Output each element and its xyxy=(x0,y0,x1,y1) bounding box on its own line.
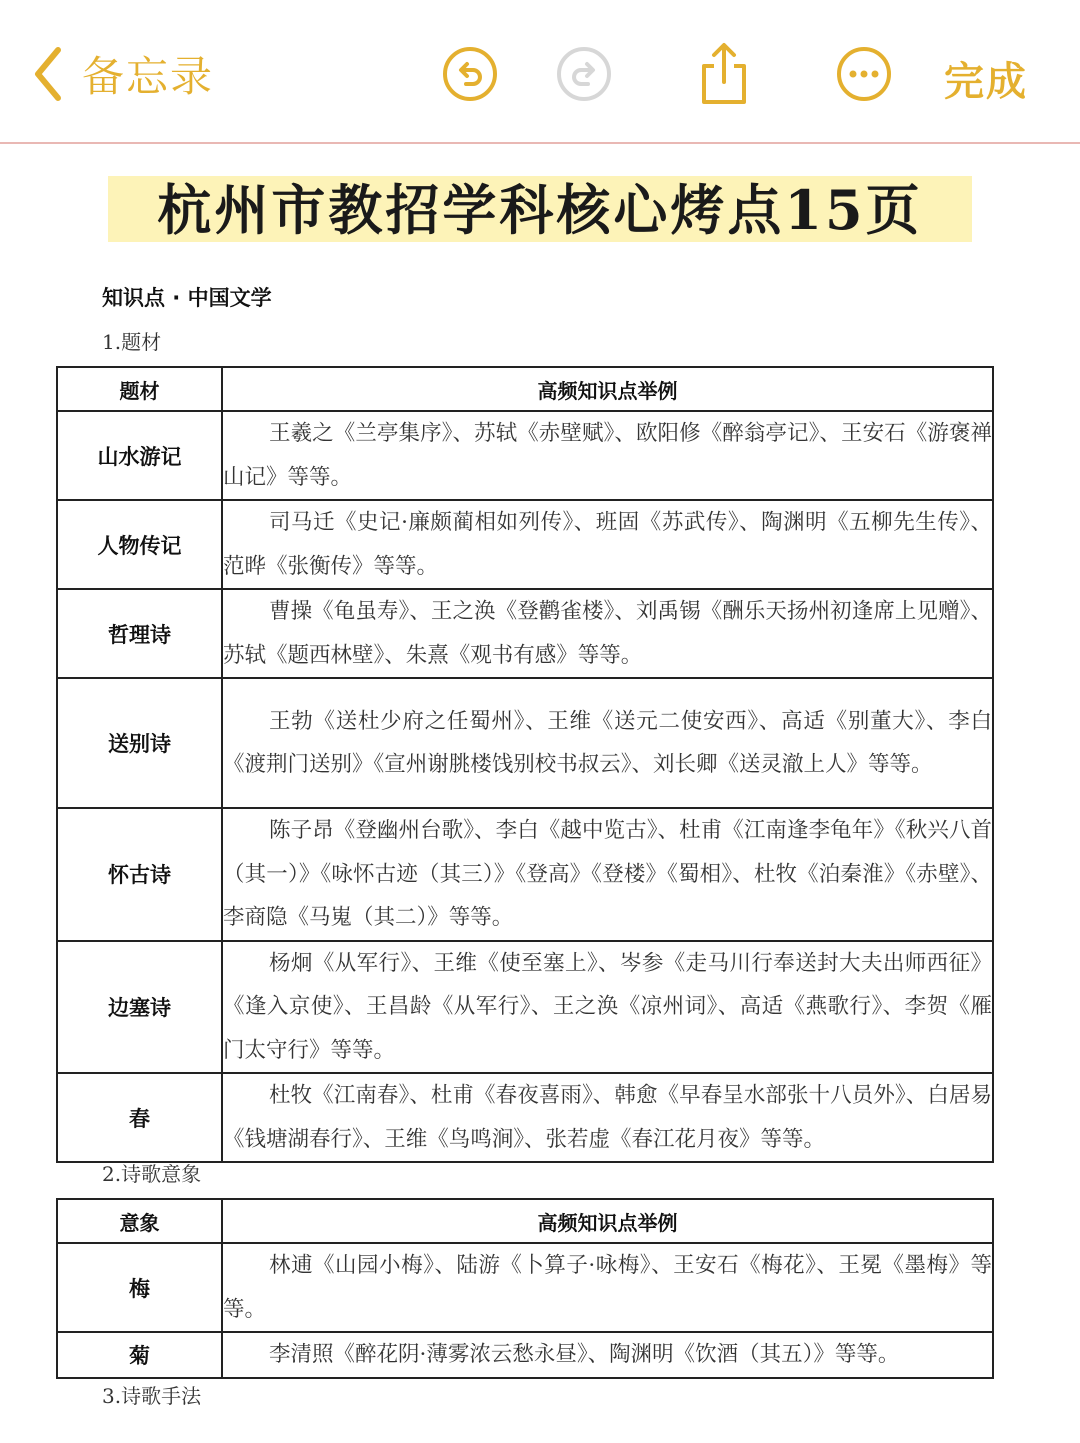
more-icon xyxy=(834,44,894,104)
examples-cell: 陈子昂《登幽州台歌》、李白《越中览古》、杜甫《江南逢李龟年》《秋兴八首（其一）》《咏怀古迹（其三）》《登高》《登楼》《蜀相》、杜牧《泊秦淮》《赤壁》、李商隐《马嵬（其二）》等等。 xyxy=(222,808,993,941)
category-cell: 梅 xyxy=(57,1243,222,1332)
table-header-row xyxy=(57,367,993,411)
table-row xyxy=(57,808,993,941)
undo-icon xyxy=(440,44,500,104)
examples-cell: 李清照《醉花阴·薄雾浓云愁永昼》、陶渊明《饮酒（其五）》等等。 xyxy=(222,1332,993,1378)
category-cell: 哲理诗 xyxy=(57,589,222,678)
examples-cell: 杜牧《江南春》、杜甫《春夜喜雨》、韩愈《早春呈水部张十八员外》、白居易《钱塘湖春行》、王维《鸟鸣涧》、张若虚《春江花月夜》等等。 xyxy=(222,1073,993,1162)
category-cell: 山水游记 xyxy=(57,411,222,500)
category-cell: 菊 xyxy=(57,1332,222,1378)
theme-table xyxy=(56,366,994,1163)
done-button[interactable]: 完成 xyxy=(944,59,1028,105)
category-cell: 边塞诗 xyxy=(57,941,222,1074)
examples-cell: 曹操《龟虽寿》、王之涣《登鹳雀楼》、刘禹锡《酬乐天扬州初逢席上见赠》、苏轼《题西林壁》、朱熹《观书有感》等等。 xyxy=(222,589,993,678)
examples-cell: 王勃《送杜少府之任蜀州》、王维《送元二使安西》、高适《别董大》、李白《渡荆门送别》《宣州谢朓楼饯别校书叔云》、刘长卿《送灵澈上人》等等。 xyxy=(222,678,993,808)
notes-toolbar xyxy=(0,0,1080,142)
table-row xyxy=(57,589,993,678)
table-row xyxy=(57,1243,993,1332)
redo-button[interactable] xyxy=(554,44,614,104)
examples-cell: 王羲之《兰亭集序》、苏轼《赤壁赋》、欧阳修《醉翁亭记》、王安石《游褒禅山记》等等。 xyxy=(222,411,993,500)
chevron-left-icon xyxy=(30,42,66,106)
subsection-title: 1.题材 xyxy=(102,330,162,354)
category-cell: 怀古诗 xyxy=(57,808,222,941)
column-header: 题材 xyxy=(57,367,222,411)
column-header: 意象 xyxy=(57,1199,222,1243)
table-header-row xyxy=(57,1199,993,1243)
examples-cell: 司马迁《史记·廉颇蔺相如列传》、班固《苏武传》、陶渊明《五柳先生传》、范晔《张衡传》等等。 xyxy=(222,500,993,589)
back-button[interactable] xyxy=(30,42,214,106)
column-header: 高频知识点举例 xyxy=(222,367,993,411)
table-row xyxy=(57,941,993,1074)
table-row xyxy=(57,1073,993,1162)
imagery-table xyxy=(56,1198,994,1379)
subsection-title: 2.诗歌意象 xyxy=(102,1162,202,1186)
column-header: 高频知识点举例 xyxy=(222,1199,993,1243)
table-row xyxy=(57,500,993,589)
category-cell: 春 xyxy=(57,1073,222,1162)
undo-button[interactable] xyxy=(440,44,500,104)
toolbar-divider xyxy=(0,142,1080,144)
back-label: 备忘录 xyxy=(82,52,215,101)
note-title: 杭州市教招学科核心烤点15页 xyxy=(157,178,923,242)
share-icon xyxy=(694,40,754,106)
category-cell: 送别诗 xyxy=(57,678,222,808)
section-title: 知识点 · 中国文学 xyxy=(102,286,272,310)
table-row xyxy=(57,678,993,808)
more-button[interactable] xyxy=(834,44,894,104)
redo-icon xyxy=(554,44,614,104)
table-row xyxy=(57,1332,993,1378)
examples-cell: 林逋《山园小梅》、陆游《卜算子·咏梅》、王安石《梅花》、王冕《墨梅》等等。 xyxy=(222,1243,993,1332)
category-cell: 人物传记 xyxy=(57,500,222,589)
subsection-title: 3.诗歌手法 xyxy=(102,1384,202,1408)
share-button[interactable] xyxy=(694,40,754,106)
examples-cell: 杨炯《从军行》、王维《使至塞上》、岑参《走马川行奉送封大夫出师西征》《逢入京使》、王昌龄《从军行》、王之涣《凉州词》、高适《燕歌行》、李贺《雁门太守行》等等。 xyxy=(222,941,993,1074)
table-row xyxy=(57,411,993,500)
